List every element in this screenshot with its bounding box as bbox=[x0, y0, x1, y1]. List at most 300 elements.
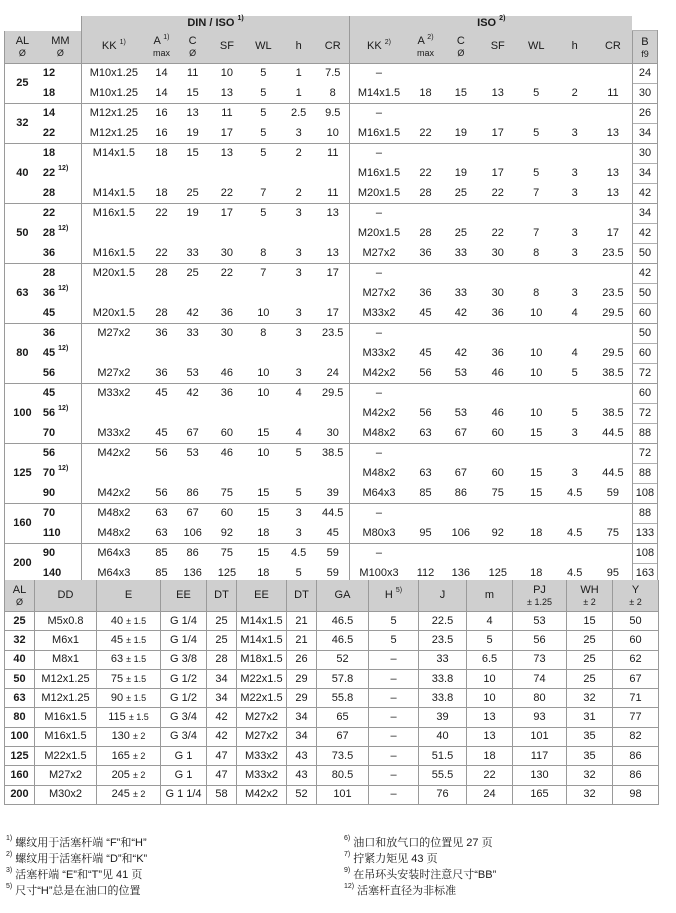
table-cell: 3 bbox=[295, 126, 302, 139]
table-cell: M64x3 bbox=[350, 484, 408, 504]
table-cell bbox=[408, 264, 443, 284]
table-cell: 63 bbox=[155, 526, 168, 539]
table-cell: 24 bbox=[467, 785, 513, 804]
table-cell: 18 bbox=[146, 144, 177, 164]
table-cell: 4 bbox=[467, 612, 513, 631]
table-row bbox=[5, 204, 658, 224]
col-header-label: PJ bbox=[533, 584, 546, 596]
table-cell: M22x1.5 bbox=[35, 747, 97, 766]
al-cell: 50 bbox=[5, 669, 35, 688]
table-cell: M14x1.5 bbox=[350, 84, 408, 104]
table-row bbox=[5, 164, 658, 184]
e-cell bbox=[97, 747, 161, 766]
table-cell: M42x2 bbox=[350, 404, 408, 424]
table-cell: 5 bbox=[260, 126, 267, 139]
table-cell: 18 bbox=[467, 747, 513, 766]
table-cell: 18 bbox=[246, 564, 281, 584]
col-header-label: DD bbox=[57, 589, 74, 601]
table-cell bbox=[408, 444, 443, 464]
table-cell: 45 bbox=[419, 347, 432, 359]
footnote-item bbox=[6, 867, 336, 883]
table-cell bbox=[281, 344, 316, 364]
table-cell: 42 bbox=[207, 708, 237, 727]
table-row bbox=[5, 184, 658, 204]
table-cell: 5 bbox=[246, 64, 281, 84]
table-cell: 62 bbox=[613, 650, 659, 669]
table-cell: 34 bbox=[207, 669, 237, 688]
table-cell: 17 bbox=[220, 126, 234, 139]
table-cell: 29.5 bbox=[316, 384, 349, 404]
table-cell bbox=[594, 324, 633, 344]
table-cell: 43 bbox=[287, 747, 317, 766]
table-cell: 15 bbox=[257, 486, 270, 499]
table-cell: 4 bbox=[281, 384, 316, 404]
mm-value: 18 bbox=[42, 86, 56, 99]
e-tolerance: ± 2 bbox=[132, 770, 146, 781]
table-row bbox=[5, 104, 658, 124]
table-cell: 13 bbox=[491, 86, 504, 99]
table-cell: 3 bbox=[281, 504, 316, 524]
table-cell bbox=[443, 444, 478, 464]
table-cell: M14x1.5 bbox=[81, 184, 145, 204]
col-header bbox=[5, 580, 35, 612]
table-cell bbox=[81, 464, 145, 484]
mm-value: 28 bbox=[42, 227, 56, 239]
table-cell: 29.5 bbox=[602, 347, 624, 359]
footnote-number: 2) bbox=[6, 851, 13, 859]
al-cell: 125 bbox=[5, 444, 40, 504]
e-cell bbox=[97, 669, 161, 688]
table-cell: – bbox=[350, 204, 408, 224]
b-cell: 133 bbox=[632, 524, 657, 544]
table-cell bbox=[177, 344, 208, 364]
table-cell: 10 bbox=[467, 689, 513, 708]
table-cell: 13 bbox=[606, 167, 620, 179]
table-row bbox=[5, 244, 658, 264]
mm-value: 22 bbox=[42, 126, 56, 139]
table-row bbox=[5, 650, 659, 669]
col-h: h bbox=[295, 40, 302, 53]
table-cell: M42x2 bbox=[81, 484, 145, 504]
table-cell: 25 bbox=[177, 264, 208, 284]
mm-value: 56 bbox=[42, 407, 56, 419]
footnote-ref: 12) bbox=[58, 345, 69, 353]
mm-cell bbox=[40, 124, 82, 144]
table-cell: 36 bbox=[208, 384, 245, 404]
col-header-sub: ± 1.25 bbox=[527, 597, 552, 607]
table-cell: 30 bbox=[208, 324, 245, 344]
mm-cell bbox=[40, 424, 82, 444]
footnote-text: 螺纹用于活塞杆端 “F”和“H” bbox=[15, 837, 147, 849]
col-header-label: J bbox=[439, 589, 446, 601]
table-cell: 10 bbox=[530, 347, 543, 359]
table-cell: 46 bbox=[220, 366, 234, 379]
table-cell bbox=[594, 104, 633, 124]
table-cell bbox=[281, 164, 316, 184]
table-cell: 28 bbox=[155, 306, 168, 319]
col-kk: KK $^{1)}$ bbox=[81, 31, 145, 64]
table-cell: 25 bbox=[207, 631, 237, 650]
table-cell bbox=[208, 164, 245, 184]
table-cell: 34 bbox=[287, 727, 317, 746]
table-cell: 59 bbox=[606, 486, 620, 499]
mm-value: 14 bbox=[42, 107, 56, 120]
table-cell: 13 bbox=[467, 708, 513, 727]
table-cell: – bbox=[350, 324, 408, 344]
table-cell: 36 bbox=[220, 306, 234, 319]
e-tolerance: ± 2 bbox=[132, 789, 146, 800]
table-cell: 14 bbox=[155, 86, 168, 99]
table-cell: 65 bbox=[317, 708, 369, 727]
table-cell: 5 bbox=[533, 86, 540, 99]
table-cell bbox=[177, 224, 208, 244]
table-cell: 46.5 bbox=[317, 631, 369, 650]
table-row bbox=[5, 524, 658, 544]
table-cell: 4 bbox=[571, 306, 578, 319]
table-cell: 10 bbox=[530, 407, 543, 419]
table-cell: 60 bbox=[613, 631, 659, 650]
footnote-number: 6) bbox=[344, 835, 351, 843]
b-cell: 34 bbox=[632, 204, 657, 224]
e-tolerance: ± 2 bbox=[132, 750, 146, 761]
table-cell: 3 bbox=[281, 204, 316, 224]
table-row bbox=[5, 612, 659, 631]
mm-value: 22 bbox=[42, 207, 56, 220]
col-cr: CR bbox=[324, 40, 341, 53]
e-tolerance: ± 1.5 bbox=[126, 673, 147, 684]
mm-value: 22 bbox=[42, 167, 56, 179]
table-cell: 82 bbox=[613, 727, 659, 746]
table-cell: 11 bbox=[177, 64, 208, 84]
mm-cell bbox=[40, 224, 82, 244]
footnote-text: 尺寸“H”总是在油口的位置 bbox=[15, 885, 141, 897]
table-cell: 67 bbox=[177, 504, 208, 524]
b-cell: 72 bbox=[632, 444, 657, 464]
footnote-number: 7) bbox=[344, 851, 351, 859]
table-cell bbox=[316, 464, 349, 484]
table-cell: G 1/4 bbox=[161, 631, 207, 650]
table-cell: M22x1.5 bbox=[237, 689, 287, 708]
table-cell: 33 bbox=[186, 246, 199, 259]
table-cell: M42x2 bbox=[81, 444, 145, 464]
mm-cell bbox=[40, 344, 82, 364]
col-al: AL Ø bbox=[5, 31, 40, 64]
table-cell: M16x1.5 bbox=[81, 204, 145, 224]
table-cell: M27x2 bbox=[237, 708, 287, 727]
table-cell: G 1 1/4 bbox=[161, 785, 207, 804]
table-cell: 80.5 bbox=[317, 766, 369, 785]
mm-value: 45 bbox=[42, 347, 56, 359]
table-cell bbox=[408, 64, 443, 84]
table-cell: 8 bbox=[533, 246, 540, 259]
table-cell: 5 bbox=[281, 444, 316, 464]
table-cell bbox=[479, 384, 517, 404]
table-cell: 74 bbox=[513, 669, 567, 688]
table-cell: 63 bbox=[419, 467, 432, 479]
table-cell: 3 bbox=[281, 324, 316, 344]
table-cell: 13 bbox=[316, 204, 349, 224]
e-cell bbox=[97, 785, 161, 804]
col-header-label: EE bbox=[254, 589, 269, 601]
b-cell: 50 bbox=[632, 284, 657, 304]
table-cell bbox=[443, 104, 478, 124]
mm-value: 28 bbox=[42, 267, 56, 280]
table-cell: 101 bbox=[317, 785, 369, 804]
table-cell bbox=[594, 64, 633, 84]
table-cell: 85 bbox=[419, 486, 432, 499]
table-cell: M27x2 bbox=[350, 244, 408, 264]
table-cell: M48x2 bbox=[81, 524, 145, 544]
table-cell: 30 bbox=[491, 287, 504, 299]
table-cell bbox=[246, 344, 281, 364]
table-cell: M20x1.5 bbox=[350, 184, 408, 204]
table-cell bbox=[479, 264, 517, 284]
table-cell: 21 bbox=[287, 612, 317, 631]
al-cell: 32 bbox=[5, 104, 40, 144]
table-cell: M18x1.5 bbox=[237, 650, 287, 669]
mm-value: 110 bbox=[42, 526, 61, 539]
table-cell: M16x1.5 bbox=[350, 124, 408, 144]
table-cell: 15 bbox=[186, 86, 199, 99]
table-cell: 9.5 bbox=[316, 104, 349, 124]
col-header bbox=[97, 580, 161, 612]
table-cell: 35 bbox=[567, 727, 613, 746]
col-header-sub: Ø bbox=[15, 597, 23, 607]
table-cell: 38.5 bbox=[316, 444, 349, 464]
b-cell: 42 bbox=[632, 184, 657, 204]
table-cell: 75 bbox=[208, 544, 245, 564]
footnote-ref: 12) bbox=[58, 225, 69, 233]
table-cell: 28 bbox=[207, 650, 237, 669]
table-cell: 42 bbox=[454, 347, 467, 359]
b-cell: 42 bbox=[632, 264, 657, 284]
table-row bbox=[5, 304, 658, 324]
table-cell bbox=[517, 444, 555, 464]
b-cell: 163 bbox=[632, 564, 657, 584]
table-cell bbox=[81, 224, 145, 244]
table-cell: 59 bbox=[316, 564, 349, 584]
table-cell: 60 bbox=[208, 504, 245, 524]
mm-value: 70 bbox=[42, 507, 56, 520]
table-cell: 95 bbox=[594, 564, 633, 584]
table-cell bbox=[594, 384, 633, 404]
table-cell: 22 bbox=[220, 186, 234, 199]
table-cell: 46 bbox=[491, 366, 504, 379]
e-cell bbox=[97, 612, 161, 631]
e-value: 130 bbox=[111, 730, 130, 743]
mm-cell bbox=[40, 384, 82, 404]
table-cell: M14x1.5 bbox=[81, 144, 145, 164]
table-cell: 22 bbox=[155, 246, 168, 259]
table-cell: 17 bbox=[606, 227, 620, 239]
table-cell: 5 bbox=[369, 612, 419, 631]
table-cell: 15 bbox=[567, 612, 613, 631]
e-value: 75 bbox=[110, 672, 124, 685]
table-cell bbox=[281, 464, 316, 484]
table-row bbox=[5, 444, 658, 464]
table-cell bbox=[146, 284, 177, 304]
table-cell: 17 bbox=[326, 306, 339, 319]
table-cell: 44.5 bbox=[602, 467, 624, 479]
b-cell: 108 bbox=[632, 484, 657, 504]
table-cell: – bbox=[350, 104, 408, 124]
table-cell bbox=[81, 344, 145, 364]
table-cell: 56 bbox=[419, 366, 432, 379]
table-cell: M14x1.5 bbox=[237, 612, 287, 631]
table-cell: 11 bbox=[208, 104, 245, 124]
mm-value: 36 bbox=[42, 327, 56, 340]
table-cell: 45 bbox=[326, 526, 339, 539]
table-cell: M30x2 bbox=[35, 785, 97, 804]
table-cell: M20x1.5 bbox=[81, 264, 145, 284]
table-cell bbox=[517, 144, 555, 164]
table-cell: 15 bbox=[246, 504, 281, 524]
table-cell: 19 bbox=[454, 126, 467, 139]
table-cell: M80x3 bbox=[350, 524, 408, 544]
col-header bbox=[287, 580, 317, 612]
table-cell: G 3/8 bbox=[161, 650, 207, 669]
table-cell: 67 bbox=[317, 727, 369, 746]
table-cell: 15 bbox=[246, 544, 281, 564]
table-cell: 55.5 bbox=[419, 766, 467, 785]
e-cell bbox=[97, 689, 161, 708]
table-cell: 40 bbox=[419, 727, 467, 746]
col-h-iso: h bbox=[571, 40, 578, 53]
table-cell bbox=[479, 144, 517, 164]
table-cell: 5 bbox=[533, 126, 540, 139]
table-cell bbox=[208, 224, 245, 244]
table-cell bbox=[146, 164, 177, 184]
table-cell: 33 bbox=[177, 324, 208, 344]
table-cell: 8 bbox=[329, 86, 336, 99]
table-cell: M48x2 bbox=[81, 504, 145, 524]
table-cell: 2 bbox=[281, 144, 316, 164]
table-row bbox=[5, 284, 658, 304]
table-cell: 56 bbox=[419, 407, 432, 419]
table-cell: M12x1.25 bbox=[81, 104, 145, 124]
mm-cell bbox=[40, 444, 82, 464]
table-cell: – bbox=[369, 727, 419, 746]
table-cell: 17 bbox=[316, 264, 349, 284]
table-cell: M100x3 bbox=[350, 564, 408, 584]
table-cell: – bbox=[350, 384, 408, 404]
col-a: A $^{1)}$ max bbox=[152, 33, 170, 59]
al-cell: 200 bbox=[5, 544, 40, 584]
table-cell: 36 bbox=[491, 306, 504, 319]
table-cell: 46 bbox=[491, 407, 504, 419]
table-cell: 86 bbox=[177, 544, 208, 564]
mm-value: 36 bbox=[42, 246, 56, 259]
mm-value: 18 bbox=[42, 147, 56, 160]
table-cell: M27x2 bbox=[350, 284, 408, 304]
b-cell: 88 bbox=[632, 504, 657, 524]
table-cell bbox=[594, 264, 633, 284]
col-header bbox=[419, 580, 467, 612]
col-header bbox=[567, 580, 613, 612]
table-cell: 117 bbox=[513, 747, 567, 766]
table-cell: 14 bbox=[146, 64, 177, 84]
col-header-label: EE bbox=[176, 589, 191, 601]
table-cell: 10 bbox=[467, 669, 513, 688]
table-row bbox=[5, 324, 658, 344]
table-cell bbox=[594, 144, 633, 164]
table-cell bbox=[555, 204, 593, 224]
table-cell: – bbox=[369, 766, 419, 785]
table-cell bbox=[594, 444, 633, 464]
table-cell: 33 bbox=[454, 287, 467, 299]
table-cell: 125 bbox=[479, 564, 517, 584]
table-cell bbox=[246, 224, 281, 244]
table-cell: 53 bbox=[186, 366, 199, 379]
table-cell: M16x1.5 bbox=[81, 244, 145, 264]
al-cell: 63 bbox=[5, 264, 40, 324]
table-cell: 2 bbox=[295, 186, 302, 199]
table-cell: – bbox=[369, 708, 419, 727]
table-cell: M33x2 bbox=[81, 384, 145, 404]
e-value: 63 bbox=[110, 653, 124, 666]
table-cell: 60 bbox=[491, 426, 504, 439]
table-cell: 25 bbox=[186, 186, 199, 199]
b-cell: 42 bbox=[632, 224, 657, 244]
table-cell: 67 bbox=[186, 426, 199, 439]
table-cell: 10 bbox=[530, 366, 543, 379]
footnote-ref: 5) bbox=[395, 587, 403, 595]
table-cell bbox=[146, 224, 177, 244]
table-cell bbox=[81, 404, 145, 424]
table-cell: 52 bbox=[287, 785, 317, 804]
mm-cell bbox=[40, 84, 82, 104]
table-row bbox=[5, 144, 658, 164]
table-cell bbox=[479, 504, 517, 524]
table-cell: M27x2 bbox=[81, 324, 145, 344]
table-cell bbox=[408, 104, 443, 124]
table-cell: M6x1 bbox=[35, 631, 97, 650]
b-cell: 72 bbox=[632, 364, 657, 384]
table-cell bbox=[408, 204, 443, 224]
table-cell: 8 bbox=[533, 287, 540, 299]
e-tolerance: ± 1.5 bbox=[126, 634, 147, 645]
table-cell: M27x2 bbox=[35, 766, 97, 785]
table-cell: 5 bbox=[467, 631, 513, 650]
e-cell bbox=[97, 727, 161, 746]
table-cell: 45 bbox=[146, 384, 177, 404]
table-cell: 51.5 bbox=[419, 747, 467, 766]
table-cell bbox=[208, 344, 245, 364]
table-cell: 4 bbox=[571, 347, 578, 359]
footnote-item bbox=[344, 851, 674, 867]
table-cell: 33.8 bbox=[419, 689, 467, 708]
mm-cell bbox=[40, 284, 82, 304]
table-cell: 36 bbox=[419, 246, 432, 259]
table-cell bbox=[517, 104, 555, 124]
table-cell bbox=[479, 104, 517, 124]
table-cell bbox=[208, 404, 245, 424]
table-cell: 59 bbox=[316, 544, 349, 564]
table-cell: 3 bbox=[571, 186, 578, 199]
table-cell: 10 bbox=[246, 384, 281, 404]
col-header bbox=[161, 580, 207, 612]
b-cell: 24 bbox=[632, 64, 657, 84]
b-cell: 60 bbox=[632, 384, 657, 404]
footnote-number: 1) bbox=[6, 835, 13, 843]
table-cell: 36 bbox=[146, 324, 177, 344]
table-cell: 86 bbox=[186, 486, 199, 499]
col-header bbox=[613, 580, 659, 612]
footnote-item bbox=[6, 883, 336, 899]
al-cell: 100 bbox=[5, 384, 40, 444]
table-cell bbox=[408, 324, 443, 344]
table-cell: 2 bbox=[571, 86, 578, 99]
